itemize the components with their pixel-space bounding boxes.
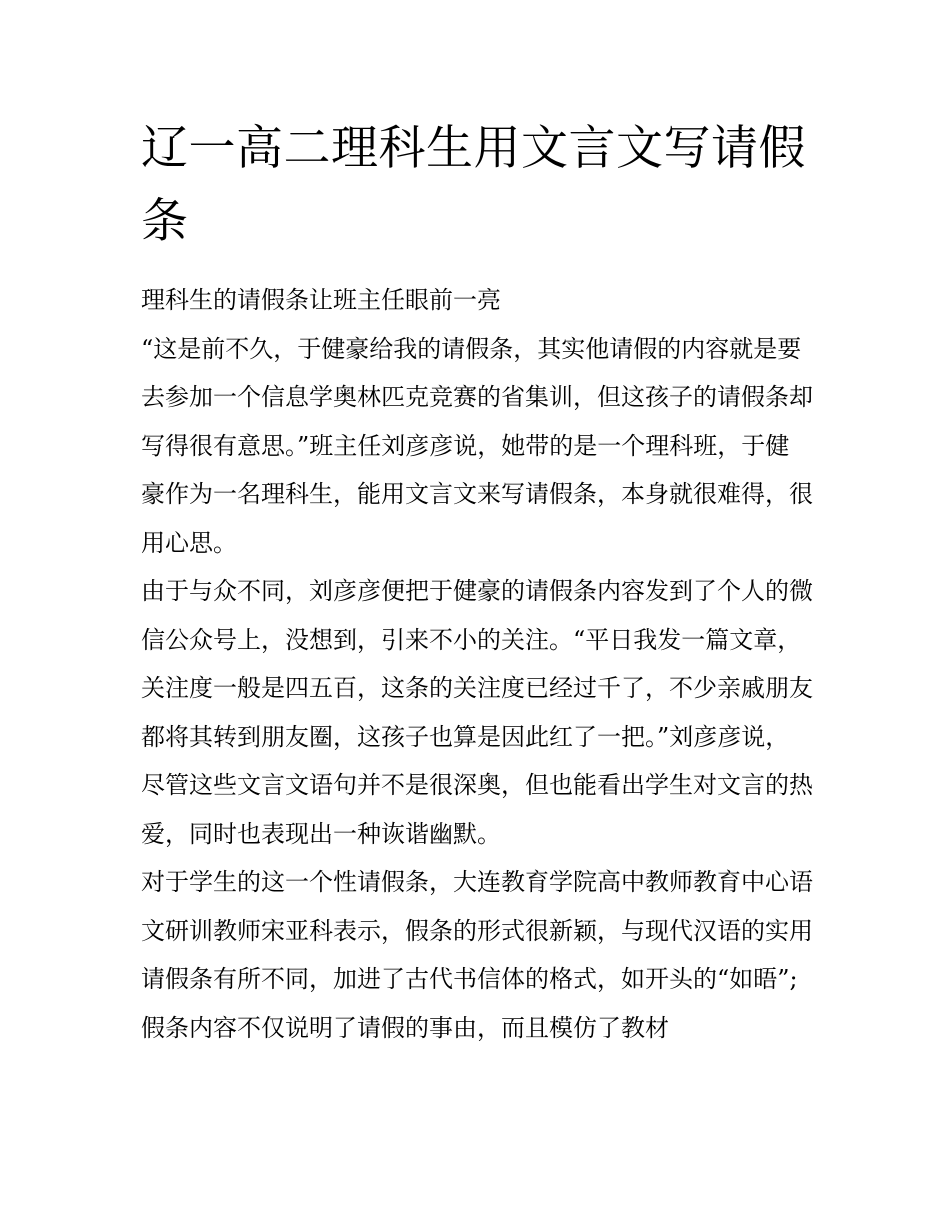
article-subtitle: 理科生的请假条让班主任眼前一亮 <box>141 286 501 314</box>
article-paragraph-2: 由于与众不同，刘彦彦便把于健豪的请假条内容发到了个人的微信公众号上，没想到，引来不小的关注。“平日我发一篇文章，关注度一般是四五百，这条的关注度已经过千了，不少亲戚朋友都将其转到朋友圈，这孩子也算是因此红了一把。”刘彦彦说，尽管这些文言文语句并不是很深奥，但也能看出学生对文言的热爱，同时也表现出一种诙谐幽默。 <box>141 577 813 848</box>
article-content <box>141 112 813 1052</box>
article-paragraph-1: “这是前不久，于健豪给我的请假条，其实他请假的内容就是要去参加一个信息学奥林匹克竞赛的省集训，但这孩子的请假条却写得很有意思。”班主任刘彦彦说，她带的是一个理科班，于健豪作为一名理科生，能用文言文来写请假条，本身就很难得，很用心思。 <box>141 334 813 557</box>
article-title: 辽一高二理科生用文言文写请假条 <box>141 121 806 249</box>
article-paragraph-3: 对于学生的这一个性请假条，大连教育学院高中教师教育中心语文研训教师宋亚科表示，假条的形式很新颖，与现代汉语的实用请假条有所不同，加进了古代书信体的格式，如开头的“如晤”;假条内容不仅说明了请假的事由，而且模仿了教材 <box>141 868 813 1042</box>
